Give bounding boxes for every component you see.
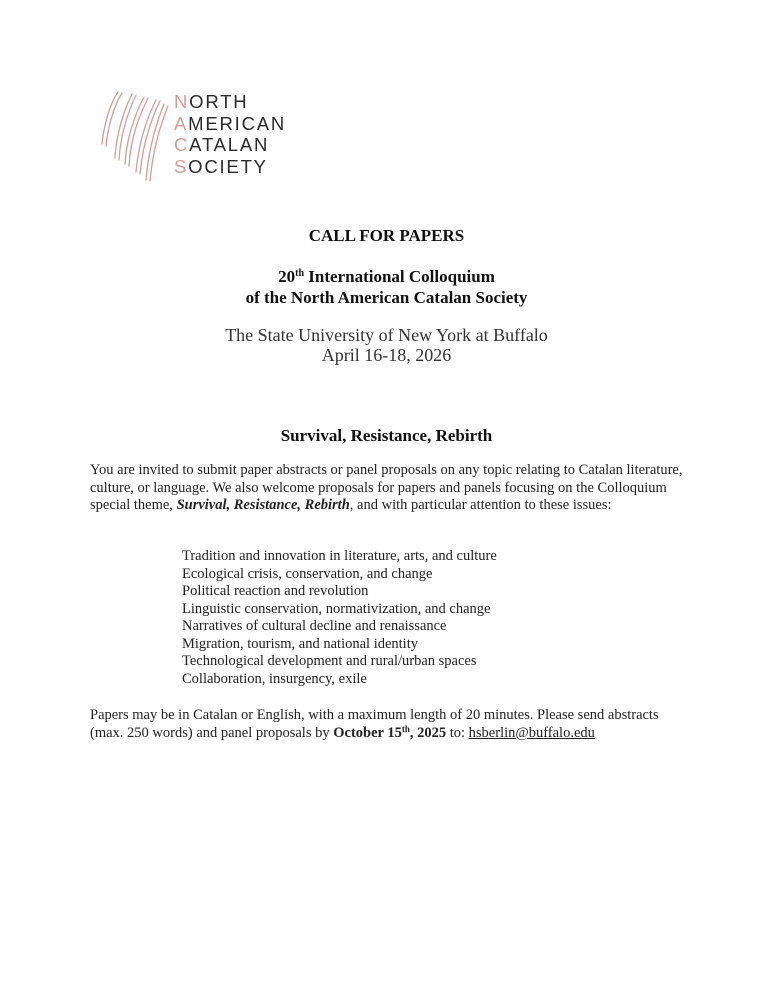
list-item: Political reaction and revolution [182, 583, 369, 599]
deadline [333, 725, 446, 741]
topic-list [182, 548, 497, 688]
intro-paragraph [90, 462, 690, 515]
logo-word: ATALAN [189, 134, 270, 155]
deadline-date: October 15 [333, 724, 402, 741]
logo-initial: A [174, 112, 189, 134]
colloquium-line-2: of the North American Catalan Society [245, 288, 528, 307]
logo-line [174, 134, 286, 156]
email-link[interactable]: hsberlin@buffalo.edu [468, 724, 595, 741]
submission-text: Papers may be in Catalan or English, with a maximum length of 20 minutes. Please send abstracts (max. 250 words) and panel proposals by [90, 707, 659, 741]
logo-word: MERICAN [188, 112, 287, 134]
logo-initial: S [174, 155, 189, 177]
list-item: Linguistic conservation, normativization, and change [182, 600, 491, 617]
logo-word: ORTH [189, 91, 249, 112]
logo-line [174, 91, 286, 113]
colloquium-heading [0, 266, 773, 308]
event-dates: April 16-18, 2026 [321, 345, 452, 365]
intro-text-end: , and with particular attention to these issues: [349, 497, 612, 513]
submission-paragraph [90, 707, 690, 742]
page-title: CALL FOR PAPERS [308, 226, 465, 245]
deadline-suffix: th [401, 723, 410, 734]
society-logo [88, 84, 318, 184]
ordinal-suffix: th [295, 268, 305, 279]
intro-text: You are invited to submit paper abstracts or panel proposals on any topic relating to Catalan literature, culture, or language. We also welcome proposals for papers and panels focusing on the Colloquium special theme, [90, 462, 683, 513]
logo-line [174, 113, 286, 135]
list-item: Narratives of cultural decline and renaissance [182, 618, 447, 634]
list-item: Tradition and innovation in literature, arts, and culture [182, 548, 497, 564]
venue-info [0, 325, 773, 365]
colloquium-line-1 [0, 266, 773, 287]
logo-word: OCIETY [188, 155, 268, 177]
logo-line [174, 156, 286, 178]
list-item: Collaboration, insurgency, exile [182, 670, 367, 687]
striped-flag-brushstroke-icon [88, 84, 172, 184]
submission-to: to: [446, 724, 469, 741]
logo-initial: C [174, 134, 190, 155]
ordinal-number: 20 [278, 267, 296, 286]
list-item: Migration, tourism, and national identity [182, 635, 418, 652]
venue-name: The State University of New York at Buffalo [225, 325, 548, 345]
colloquium-title: International Colloquium [304, 267, 495, 286]
logo-initial: N [174, 91, 190, 112]
deadline-year: , 2025 [409, 724, 447, 741]
list-item: Technological development and rural/urban spaces [182, 653, 477, 669]
theme-title: Survival, Resistance, Rebirth [280, 426, 493, 445]
theme-emphasis: Survival, Resistance, Rebirth [176, 497, 350, 513]
society-name [174, 91, 286, 177]
list-item: Ecological crisis, conservation, and change [182, 565, 433, 582]
